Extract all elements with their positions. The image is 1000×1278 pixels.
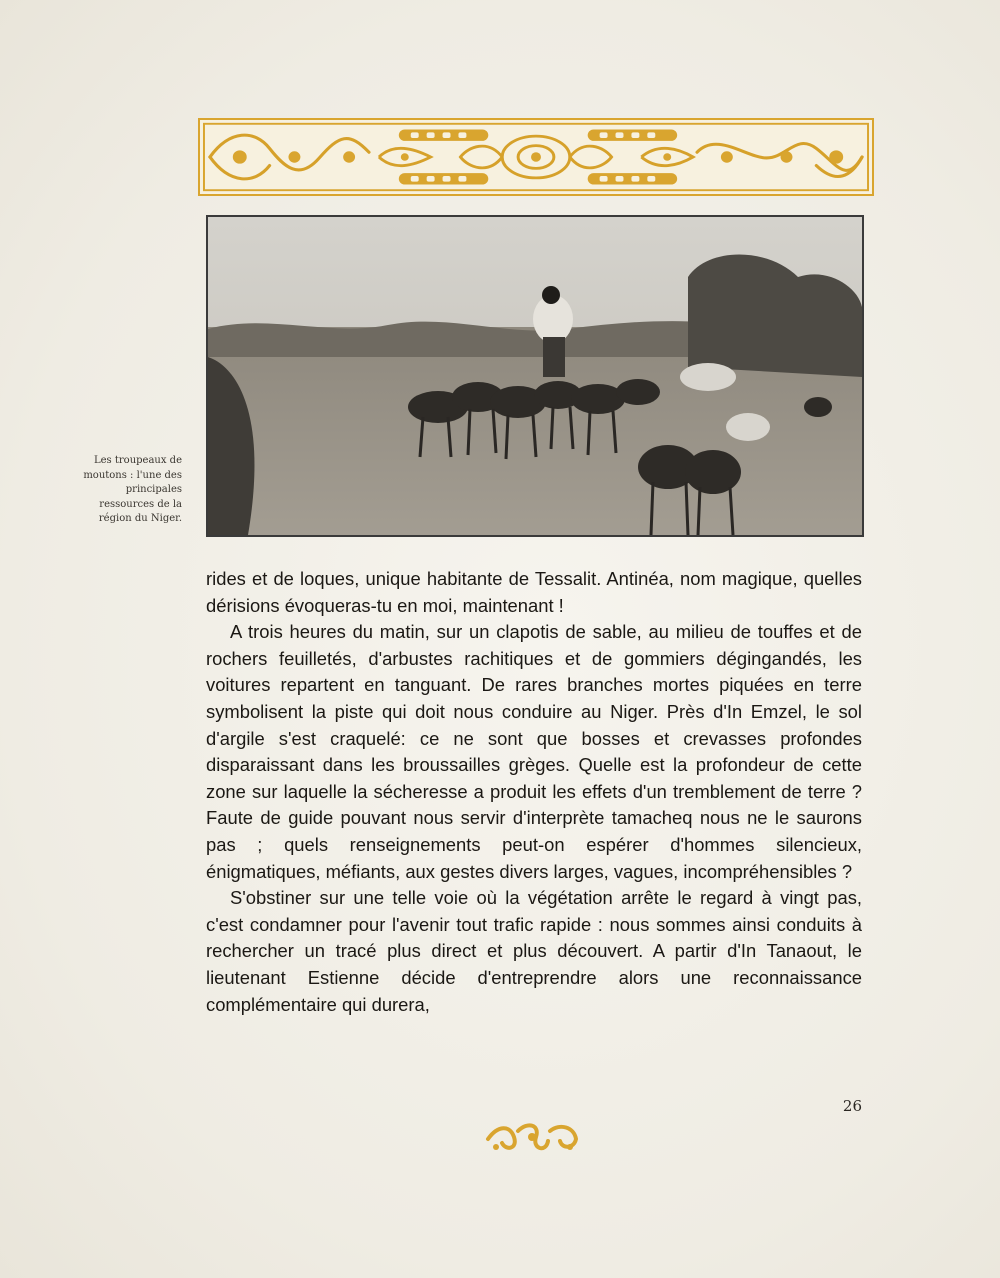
caption-line: principales [125, 484, 182, 495]
arabesque-tailpiece-ornament [484, 1117, 580, 1157]
paragraph: rides et de loques, unique habitante de Tessalit. Antinéa, nom magique, quelles dérisions évoqueras-tu en moi, maintenant ! [206, 568, 862, 616]
page-number: 26 [842, 1097, 862, 1115]
herd-photograph [206, 215, 864, 537]
photo-caption [60, 454, 182, 527]
paragraph: A trois heures du matin, sur un clapotis de sable, au milieu de touffes et de rochers feuilletés, d'arbustes rachitiques et de gommiers dégingandés, les voitures repartent en tanguant. De rares branches mortes piquées en terre symbolisent la piste qui doit nous conduire au Niger. Près d'In Emzel, le sol d'argile s'est craquelé: ce ne sont que bosses et crevasses profondes disparaissant dans les broussailles grèges. Quelle est la profondeur de cette zone sur laquelle la sécheresse a produit les effets d'un tremblement de terre ? Faute de guide pouvant nous servir d'interprète tamacheq nous ne le saurons pas ; quels renseignements peut-on espérer d'hommes silencieux, énigmatiques, méfiants, aux gestes divers larges, vagues, incompréhensibles ? [206, 621, 862, 882]
caption-line: Les troupeaux de [94, 455, 182, 466]
caption-line: ressources de la [99, 498, 182, 510]
caption-line: moutons : l'une des [83, 469, 182, 481]
caption-line: région du Niger. [98, 513, 182, 524]
body-text [206, 566, 862, 1018]
arabesque-border-ornament [198, 118, 874, 196]
paragraph: S'obstiner sur une telle voie où la végétation arrête le regard à vingt pas, c'est condamner pour l'avenir tout trafic rapide : nous sommes ainsi conduits à rechercher un tracé plus direct et plus découvert. A partir d'In Tanaout, le lieutenant Estienne décide d'entreprendre alors une reconnaissance complémentaire qui durera, [206, 887, 862, 1015]
